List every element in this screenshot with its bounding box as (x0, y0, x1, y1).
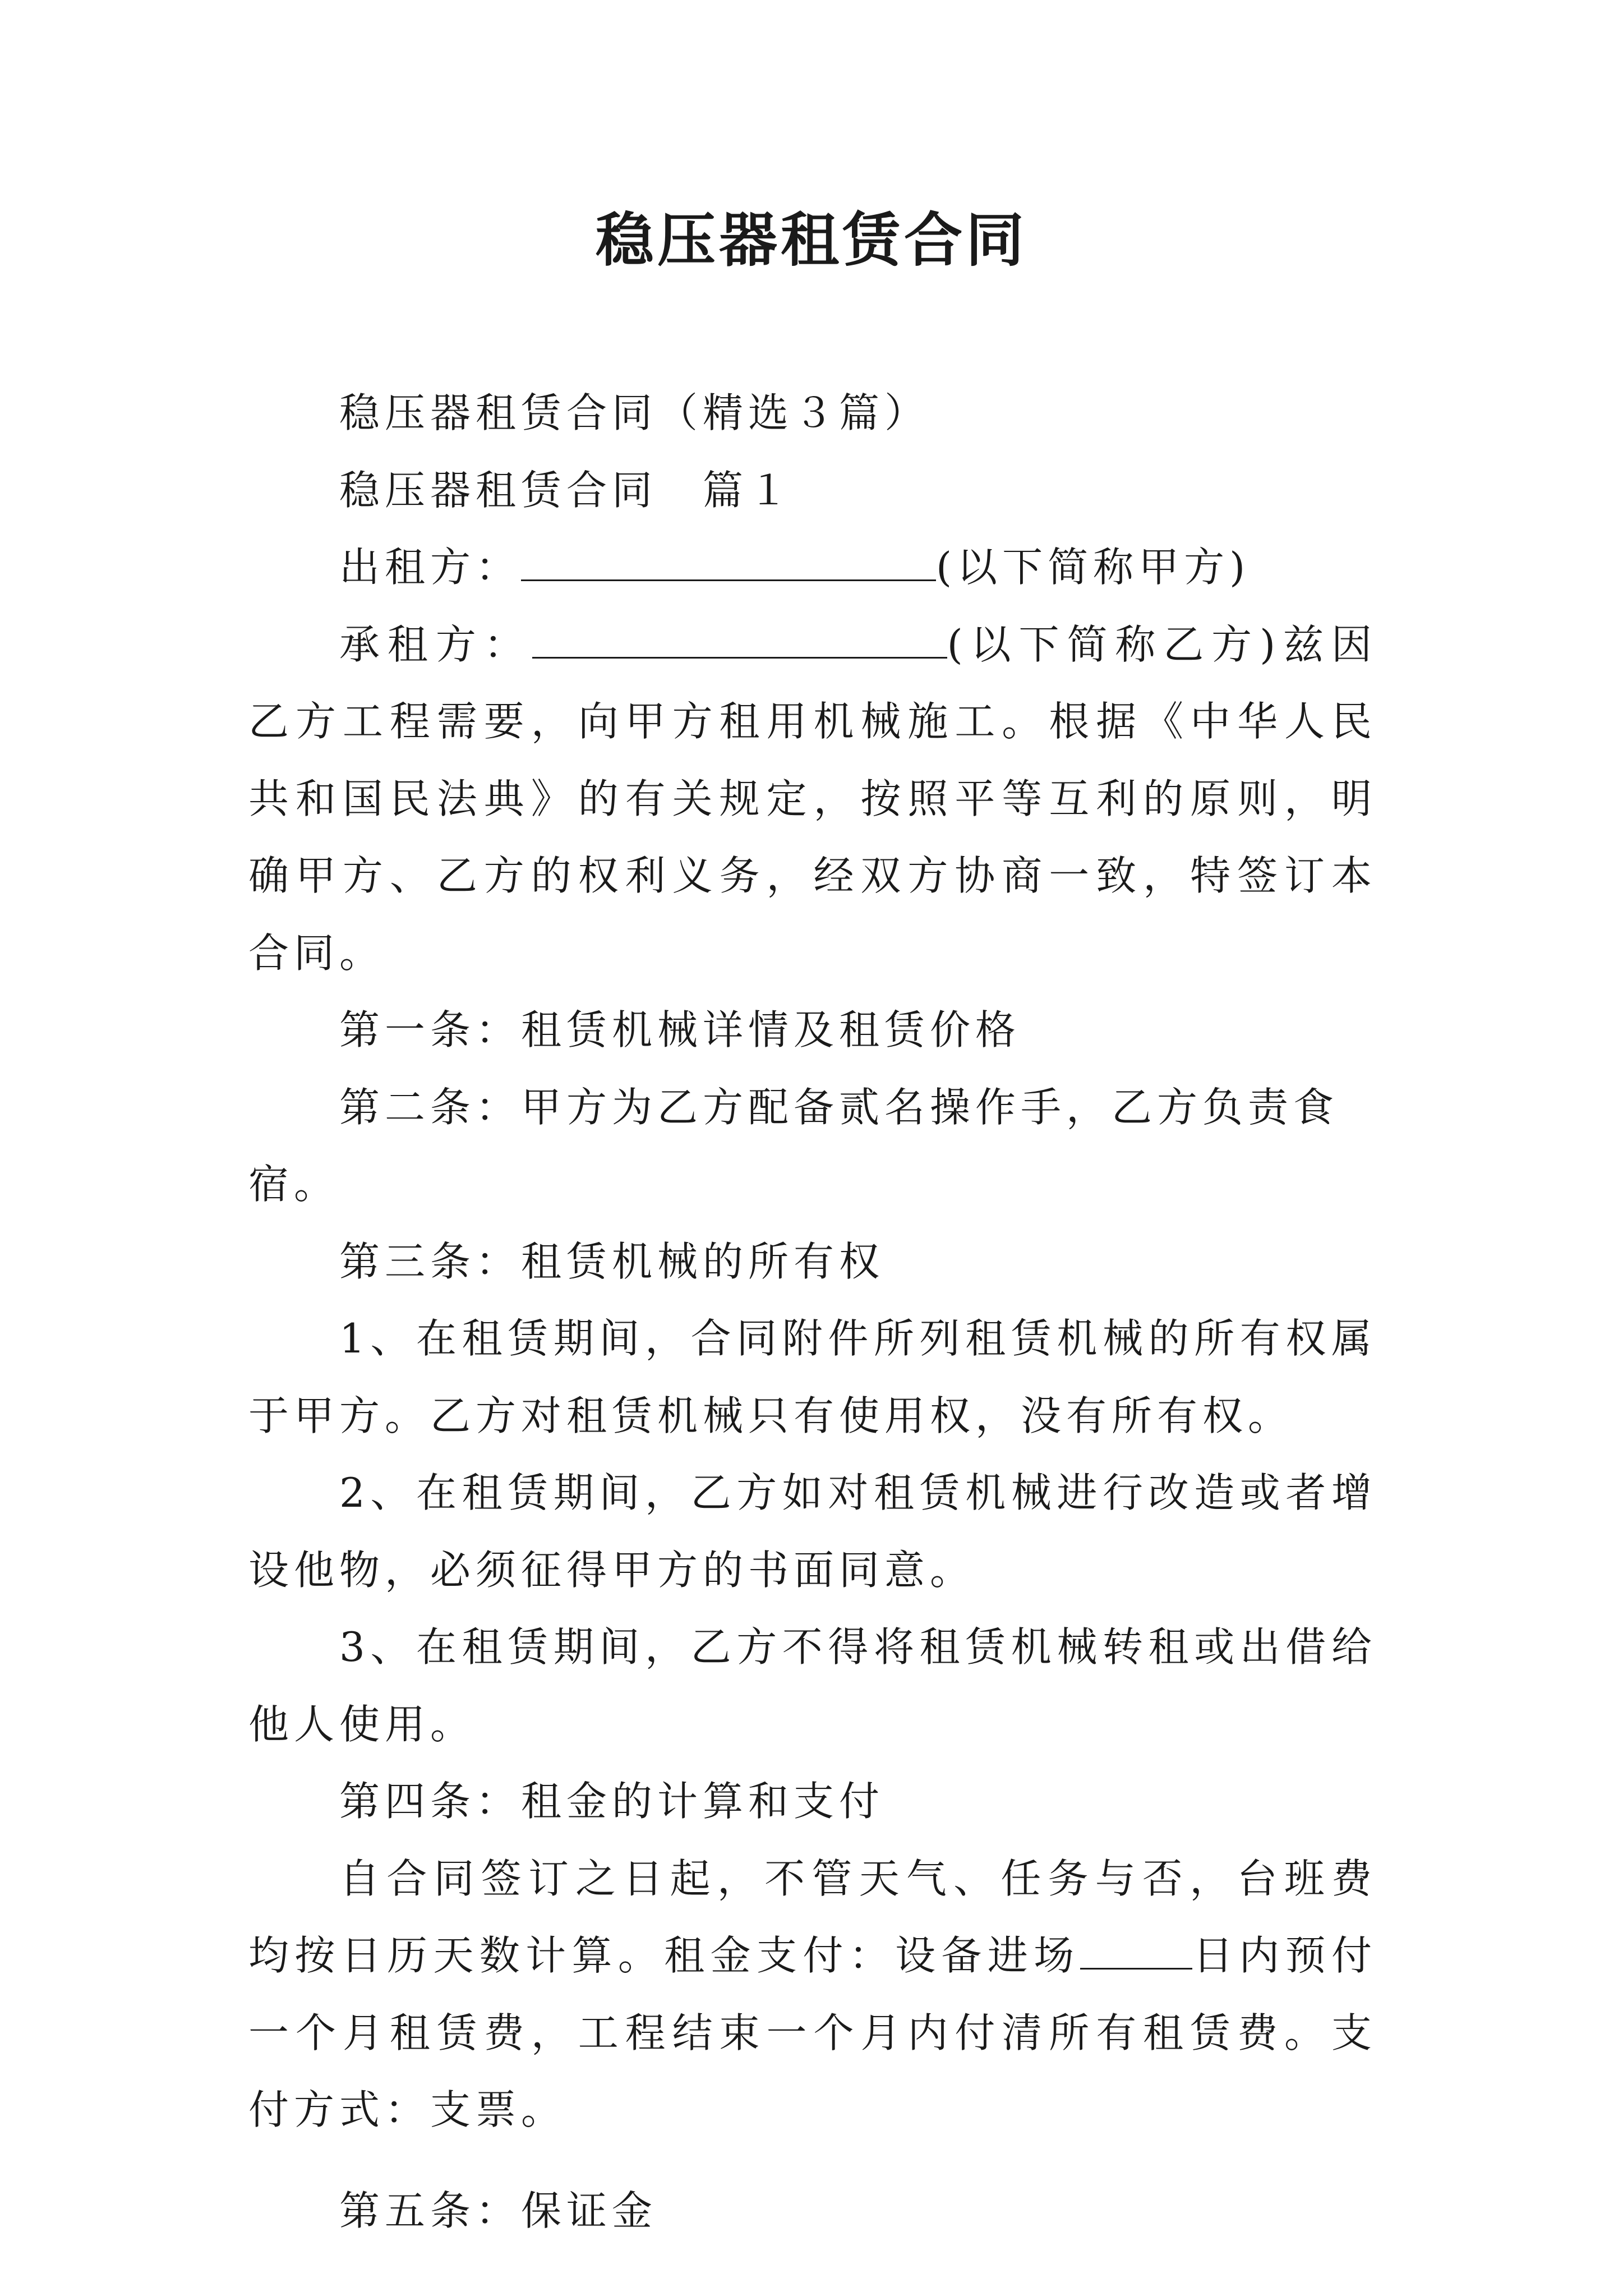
lessor-suffix: (以下简称甲方) (936, 544, 1251, 591)
article-2: 第二条：甲方为乙方配备贰名操作手，乙方负责食宿。 (248, 1083, 1339, 1208)
spacer (248, 2149, 1377, 2173)
article-4: 第四条：租金的计算和支付 (339, 1778, 885, 1825)
article-4-text-b: 日内预付一个月租赁费，工程结束一个月内付清所有租赁费。支付方式：支票。 (248, 1932, 1377, 2133)
days-blank (1080, 1934, 1192, 1970)
lessor-line (248, 529, 1377, 606)
document-body (248, 375, 1377, 2249)
lessee-label: 承租方： (339, 620, 532, 668)
article-4-text-a: 自合同签订之日起，不管天气、任务与否，台班费均按日历天数计算。租金支付：设备进场 (248, 1855, 1377, 1979)
article-4-text (248, 1841, 1377, 2149)
clause-3-3: 3、在租赁期间，乙方不得将租赁机械转租或出借给他人使用。 (248, 1623, 1377, 1748)
lessor-label: 出租方： (339, 544, 522, 591)
article-1: 第一条：租赁机械详情及租赁价格 (339, 1006, 1021, 1053)
article-3: 第三条：租赁机械的所有权 (339, 1237, 885, 1285)
lessor-blank (521, 546, 936, 581)
article-5: 第五条：保证金 (339, 2187, 658, 2234)
lessee-text: (以下简称乙方)兹因乙方工程需要，向甲方租用机械施工。根据《中华人民共和国民法典》的有关规定，按照平等互利的原则，明确甲方、乙方的权利义务，经双方协商一致，特签订本合同。 (248, 620, 1377, 977)
subtitle: 稳压器租赁合同（精选３篇） (339, 389, 930, 436)
document-title: 稳压器租赁合同 (595, 205, 1027, 274)
section-heading: 稳压器租赁合同 篇１ (339, 466, 794, 514)
clause-3-1: 1、在租赁期间，合同附件所列租赁机械的所有权属于甲方。乙方对租赁机械只有使用权，没有所有权。 (248, 1315, 1377, 1439)
clause-3-2: 2、在租赁期间，乙方如对租赁机械进行改造或者增设他物，必须征得甲方的书面同意。 (248, 1469, 1377, 1594)
lessee-paragraph (248, 606, 1377, 992)
lessee-blank (532, 623, 947, 659)
